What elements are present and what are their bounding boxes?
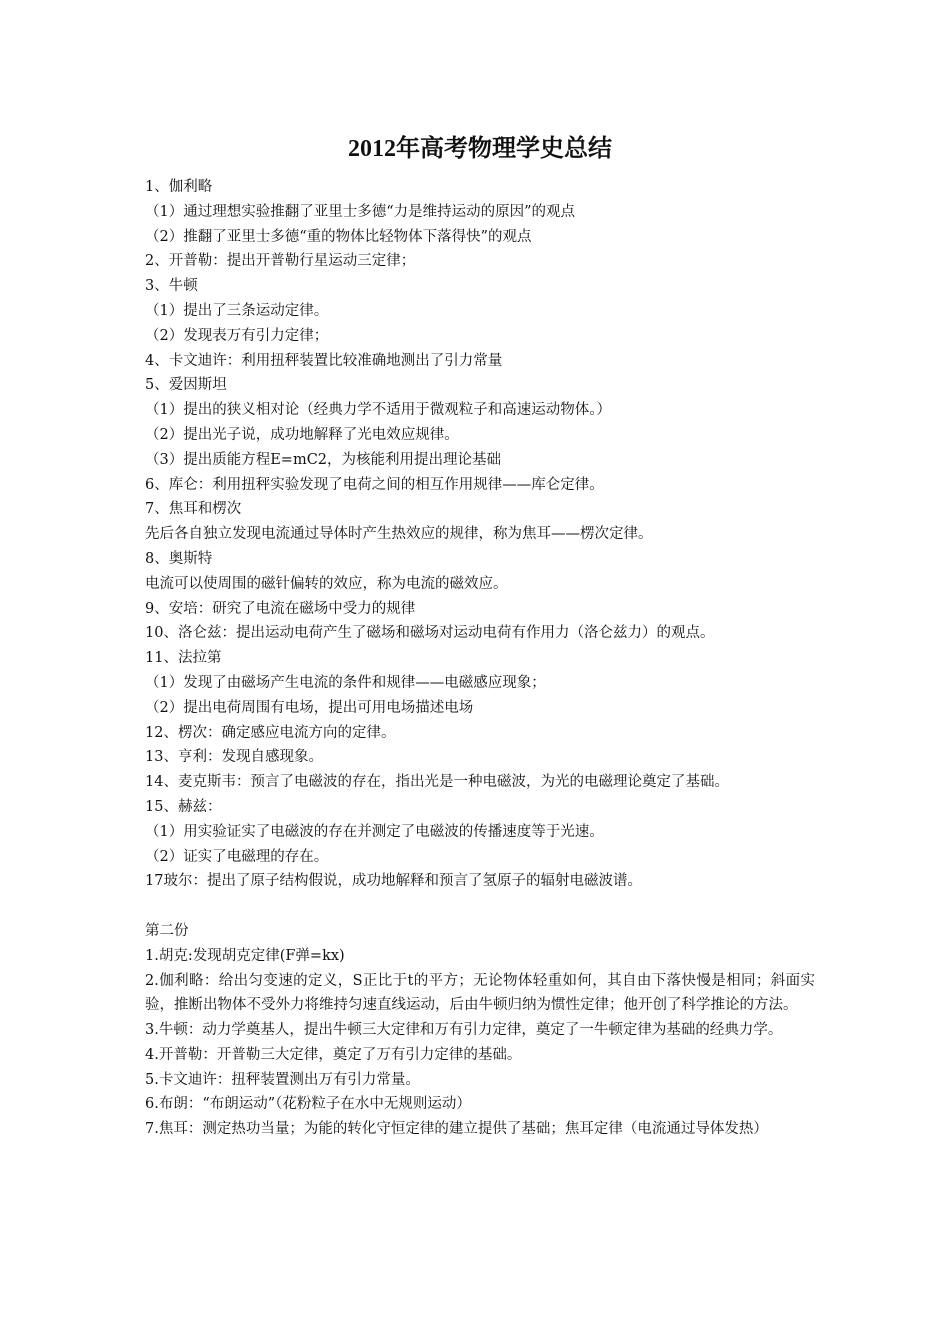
text-paragraph: 5.卡文迪许：扭秤装置测出万有引力常量。 (145, 1071, 420, 1088)
text-line: 电流可以使周围的磁针偏转的效应，称为电流的磁效应。 (145, 575, 508, 592)
document-content (145, 131, 815, 1142)
text-line: （2）推翻了亚里士多德“重的物体比轻物体下落得快”的观点 (145, 228, 532, 245)
text-line: （1）通过理想实验推翻了亚里士多德“力是维持运动的原因”的观点 (145, 203, 576, 220)
text-line: （2）发现表万有引力定律； (145, 327, 329, 344)
text-line: 13、亨利：发现自感现象。 (145, 749, 323, 766)
text-line: 7、焦耳和楞次 (145, 501, 242, 518)
text-line: （3）提出质能方程E=mC2，为核能利用提出理论基础 (145, 451, 502, 468)
text-paragraph: 3.牛顿：动力学奠基人，提出牛顿三大定律和万有引力定律，奠定了一牛顿定律为基础的经典力学。 (145, 1022, 783, 1039)
text-line: 10、洛仑兹：提出运动电荷产生了磁场和磁场对运动电荷有作用力（洛仑兹力）的观点。 (145, 625, 715, 642)
text-line: （1）用实验证实了电磁波的存在并测定了电磁波的传播速度等于光速。 (145, 823, 604, 840)
text-paragraph: 1.胡克:发现胡克定律(F弹=kx) (145, 947, 345, 964)
section-part-one (145, 175, 815, 894)
text-paragraph: 2.伽利略：给出匀变速的定义，S正比于t的平方；无论物体轻重如何，其自由下落快慢是相同；斜面实验，推断出物体不受外力将维持匀速直线运动，后由牛顿归纳为惯性定律；他开创了科学推论的方法。 (145, 972, 815, 1014)
text-line: 2、开普勒：提出开普勒行星运动三定律； (145, 253, 416, 270)
text-paragraph: 6.布朗：“布朗运动”（花粉粒子在水中无规则运动） (145, 1096, 471, 1113)
text-line: （1）发现了由磁场产生电流的条件和规律——电磁感应现象； (145, 674, 546, 691)
text-line: 4、卡文迪许：利用扭秤装置比较准确地测出了引力常量 (145, 352, 503, 369)
text-line: （1）提出的狭义相对论（经典力学不适用于微观粒子和高速运动物体。） (145, 402, 611, 419)
text-line: （2）证实了电磁理的存在。 (145, 848, 329, 865)
text-line: 5、爱因斯坦 (145, 377, 227, 394)
text-line: 12、楞次：确定感应电流方向的定律。 (145, 724, 396, 741)
text-paragraph: 7.焦耳：测定热功当量；为能的转化守恒定律的建立提供了基础；焦耳定律（电流通过导体发热） (145, 1121, 768, 1138)
text-line: 3、牛顿 (145, 278, 198, 295)
text-line: 8、奥斯特 (145, 550, 213, 567)
text-line: （2）提出电荷周围有电场，提出可用电场描述电场 (145, 699, 474, 716)
section-part-two (145, 919, 815, 1142)
text-line: 先后各自独立发现电流通过导体时产生热效应的规律，称为焦耳——楞次定律。 (145, 526, 653, 543)
text-line: 17玻尔：提出了原子结构假说，成功地解释和预言了氢原子的辐射电磁波谱。 (145, 873, 642, 890)
section-heading: 第二份 (145, 922, 189, 939)
document-title: 2012年高考物理学史总结 (348, 136, 612, 162)
text-line: 15、赫兹： (145, 798, 222, 815)
text-line: （1）提出了三条运动定律。 (145, 302, 329, 319)
text-line: 9、安培：研究了电流在磁场中受力的规律 (145, 600, 416, 617)
text-line: 6、库仑：利用扭秤实验发现了电荷之间的相互作用规律——库仑定律。 (145, 476, 604, 493)
text-line: 1、伽利略 (145, 179, 213, 195)
text-paragraph: 4.开普勒：开普勒三大定律，奠定了万有引力定律的基础。 (145, 1046, 522, 1063)
blank-line (145, 894, 815, 919)
text-line: 14、麦克斯韦：预言了电磁波的存在，指出光是一种电磁波，为光的电磁理论奠定了基础。 (145, 774, 729, 791)
text-line: （2）提出光子说，成功地解释了光电效应规律。 (145, 426, 459, 443)
text-line: 11、法拉第 (145, 650, 222, 667)
